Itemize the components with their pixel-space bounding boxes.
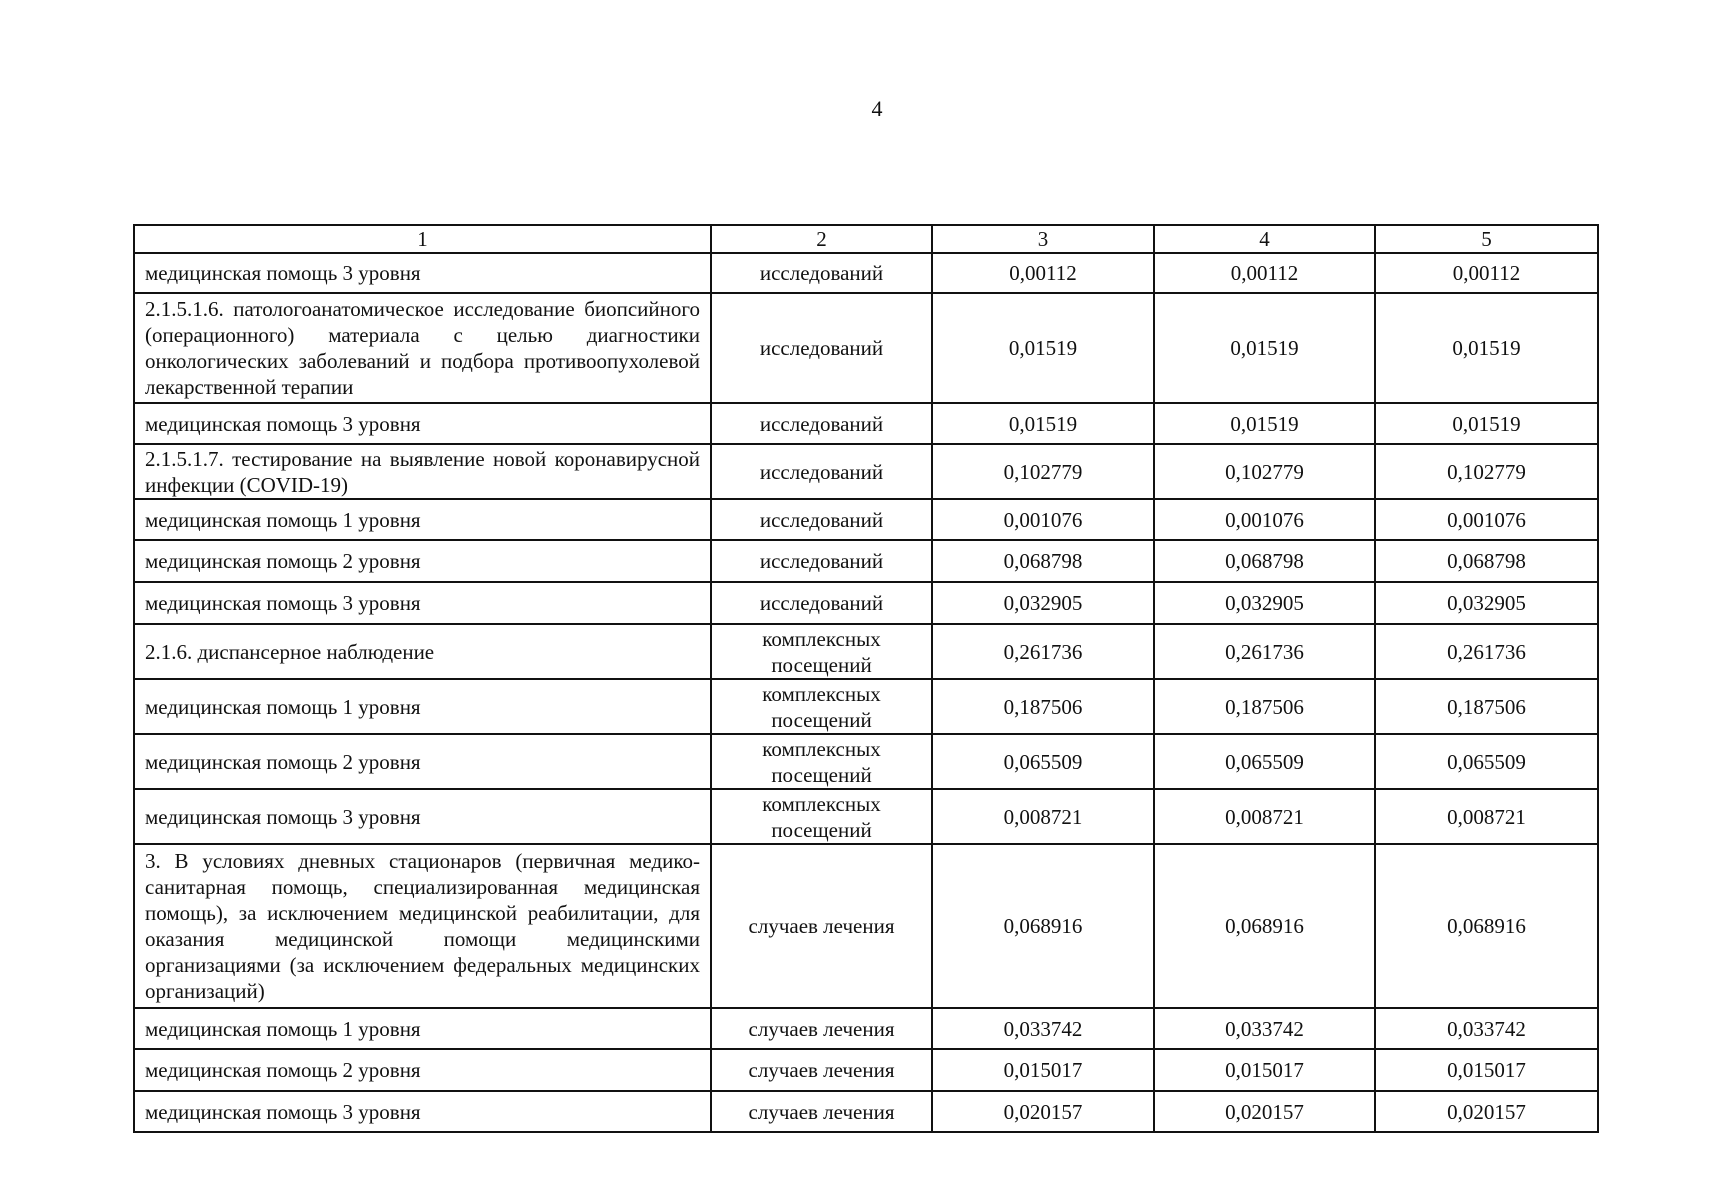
table-body bbox=[134, 253, 1598, 1132]
row-value-col3: 0,020157 bbox=[932, 1091, 1154, 1132]
row-value-col5: 0,001076 bbox=[1375, 499, 1598, 540]
row-name-cell: медицинская помощь 3 уровня bbox=[134, 1091, 711, 1132]
row-value-col3: 0,015017 bbox=[932, 1049, 1154, 1091]
row-unit-cell bbox=[711, 1091, 932, 1132]
table-row bbox=[134, 499, 1598, 540]
unit-label: случаев лечения bbox=[748, 1016, 895, 1041]
table-row bbox=[134, 444, 1598, 499]
unit-label: комплексных посещений bbox=[762, 791, 881, 842]
table-row bbox=[134, 582, 1598, 624]
row-unit-cell bbox=[711, 403, 932, 444]
row-value-col4: 0,008721 bbox=[1154, 789, 1375, 844]
row-unit-cell bbox=[711, 844, 932, 1008]
row-name-cell: медицинская помощь 3 уровня bbox=[134, 253, 711, 293]
page-number: 4 bbox=[871, 96, 883, 121]
row-value-col5: 0,032905 bbox=[1375, 582, 1598, 624]
table-row bbox=[134, 403, 1598, 444]
row-name-cell: медицинская помощь 1 уровня bbox=[134, 1008, 711, 1049]
row-value-col4: 0,01519 bbox=[1154, 403, 1375, 444]
table-row bbox=[134, 679, 1598, 734]
unit-label: комплексных посещений bbox=[762, 681, 881, 732]
row-value-col5: 0,187506 bbox=[1375, 679, 1598, 734]
row-unit-cell bbox=[711, 734, 932, 789]
row-value-col3: 0,068798 bbox=[932, 540, 1154, 582]
row-unit-cell bbox=[711, 499, 932, 540]
row-value-col5: 0,065509 bbox=[1375, 734, 1598, 789]
unit-label: случаев лечения bbox=[748, 1058, 895, 1082]
row-value-col5: 0,020157 bbox=[1375, 1091, 1598, 1132]
row-name-cell: 2.1.5.1.7. тестирование на выявление новой коронавирусной инфекции (COVID-19) bbox=[134, 444, 711, 499]
row-name-cell: 2.1.5.1.6. патологоанатомическое исследование биопсийного (операционного) материала с целью диагностики онкологических заболеваний и подбора противоопухолевой лекарственной терапии bbox=[134, 293, 711, 403]
row-value-col4: 0,033742 bbox=[1154, 1008, 1375, 1049]
row-name-cell: медицинская помощь 3 уровня bbox=[134, 582, 711, 624]
table-row bbox=[134, 293, 1598, 403]
row-unit-cell bbox=[711, 253, 932, 293]
unit-label: исследований bbox=[759, 261, 884, 285]
row-unit-cell bbox=[711, 293, 932, 403]
column-header-2: 2 bbox=[711, 225, 932, 253]
row-value-col5: 0,01519 bbox=[1375, 293, 1598, 403]
row-value-col4: 0,032905 bbox=[1154, 582, 1375, 624]
column-header-4: 4 bbox=[1154, 225, 1375, 253]
table-row bbox=[134, 1049, 1598, 1091]
row-value-col5: 0,068798 bbox=[1375, 540, 1598, 582]
unit-label: исследований bbox=[759, 549, 884, 573]
row-value-col3: 0,032905 bbox=[932, 582, 1154, 624]
row-value-col4: 0,015017 bbox=[1154, 1049, 1375, 1091]
row-value-col5: 0,01519 bbox=[1375, 403, 1598, 444]
row-name-cell: медицинская помощь 3 уровня bbox=[134, 789, 711, 844]
row-name-cell: медицинская помощь 2 уровня bbox=[134, 734, 711, 789]
row-value-col3: 0,033742 bbox=[932, 1008, 1154, 1049]
column-header-5: 5 bbox=[1375, 225, 1598, 253]
table-row bbox=[134, 1008, 1598, 1049]
row-unit-cell bbox=[711, 540, 932, 582]
row-value-col3: 0,187506 bbox=[932, 679, 1154, 734]
row-value-col4: 0,01519 bbox=[1154, 293, 1375, 403]
row-unit-cell bbox=[711, 624, 932, 679]
table-row bbox=[134, 734, 1598, 789]
data-table bbox=[133, 224, 1599, 1133]
row-name-cell: 3. В условиях дневных стационаров (первичная медико-санитарная помощь, специализированная медицинская помощь), за исключением медицинской реабилитации, для оказания медицинской помощи медицинскими организациями (за исключением федеральных медицинских организаций) bbox=[134, 844, 711, 1008]
row-value-col4: 0,00112 bbox=[1154, 253, 1375, 293]
row-value-col5: 0,008721 bbox=[1375, 789, 1598, 844]
row-name-cell: медицинская помощь 1 уровня bbox=[134, 679, 711, 734]
row-value-col4: 0,020157 bbox=[1154, 1091, 1375, 1132]
row-value-col3: 0,001076 bbox=[932, 499, 1154, 540]
row-value-col3: 0,102779 bbox=[932, 444, 1154, 499]
row-value-col3: 0,01519 bbox=[932, 293, 1154, 403]
row-name-cell: медицинская помощь 2 уровня bbox=[134, 1049, 711, 1091]
row-value-col4: 0,065509 bbox=[1154, 734, 1375, 789]
unit-label: исследований bbox=[759, 459, 884, 484]
row-unit-cell bbox=[711, 1008, 932, 1049]
unit-label: исследований bbox=[759, 336, 884, 360]
row-value-col4: 0,261736 bbox=[1154, 624, 1375, 679]
row-unit-cell bbox=[711, 582, 932, 624]
row-value-col5: 0,00112 bbox=[1375, 253, 1598, 293]
row-value-col4: 0,068798 bbox=[1154, 540, 1375, 582]
column-header-3: 3 bbox=[932, 225, 1154, 253]
row-unit-cell bbox=[711, 1049, 932, 1091]
unit-label: комплексных посещений bbox=[762, 736, 881, 787]
row-value-col5: 0,068916 bbox=[1375, 844, 1598, 1008]
row-value-col3: 0,008721 bbox=[932, 789, 1154, 844]
table-row bbox=[134, 540, 1598, 582]
unit-label: исследований bbox=[759, 507, 884, 532]
unit-label: исследований bbox=[759, 591, 884, 615]
column-number-row bbox=[134, 225, 1598, 253]
row-value-col4: 0,068916 bbox=[1154, 844, 1375, 1008]
row-value-col5: 0,015017 bbox=[1375, 1049, 1598, 1091]
row-value-col5: 0,033742 bbox=[1375, 1008, 1598, 1049]
table-row bbox=[134, 844, 1598, 1008]
table-row bbox=[134, 624, 1598, 679]
unit-label: комплексных посещений bbox=[762, 626, 881, 677]
table-row bbox=[134, 1091, 1598, 1132]
row-name-cell: медицинская помощь 2 уровня bbox=[134, 540, 711, 582]
column-header-1: 1 bbox=[134, 225, 711, 253]
row-value-col4: 0,187506 bbox=[1154, 679, 1375, 734]
unit-label: случаев лечения bbox=[748, 914, 895, 938]
row-value-col3: 0,065509 bbox=[932, 734, 1154, 789]
row-value-col3: 0,00112 bbox=[932, 253, 1154, 293]
row-value-col3: 0,068916 bbox=[932, 844, 1154, 1008]
row-name-cell: медицинская помощь 1 уровня bbox=[134, 499, 711, 540]
row-value-col4: 0,001076 bbox=[1154, 499, 1375, 540]
row-value-col3: 0,261736 bbox=[932, 624, 1154, 679]
row-unit-cell bbox=[711, 444, 932, 499]
row-name-cell: медицинская помощь 3 уровня bbox=[134, 403, 711, 444]
row-unit-cell bbox=[711, 789, 932, 844]
row-value-col3: 0,01519 bbox=[932, 403, 1154, 444]
unit-label: исследований bbox=[759, 411, 884, 436]
row-value-col5: 0,261736 bbox=[1375, 624, 1598, 679]
row-value-col5: 0,102779 bbox=[1375, 444, 1598, 499]
row-name-cell: 2.1.6. диспансерное наблюдение bbox=[134, 624, 711, 679]
unit-label: случаев лечения bbox=[748, 1099, 895, 1124]
table-row bbox=[134, 253, 1598, 293]
table-row bbox=[134, 789, 1598, 844]
row-value-col4: 0,102779 bbox=[1154, 444, 1375, 499]
row-unit-cell bbox=[711, 679, 932, 734]
